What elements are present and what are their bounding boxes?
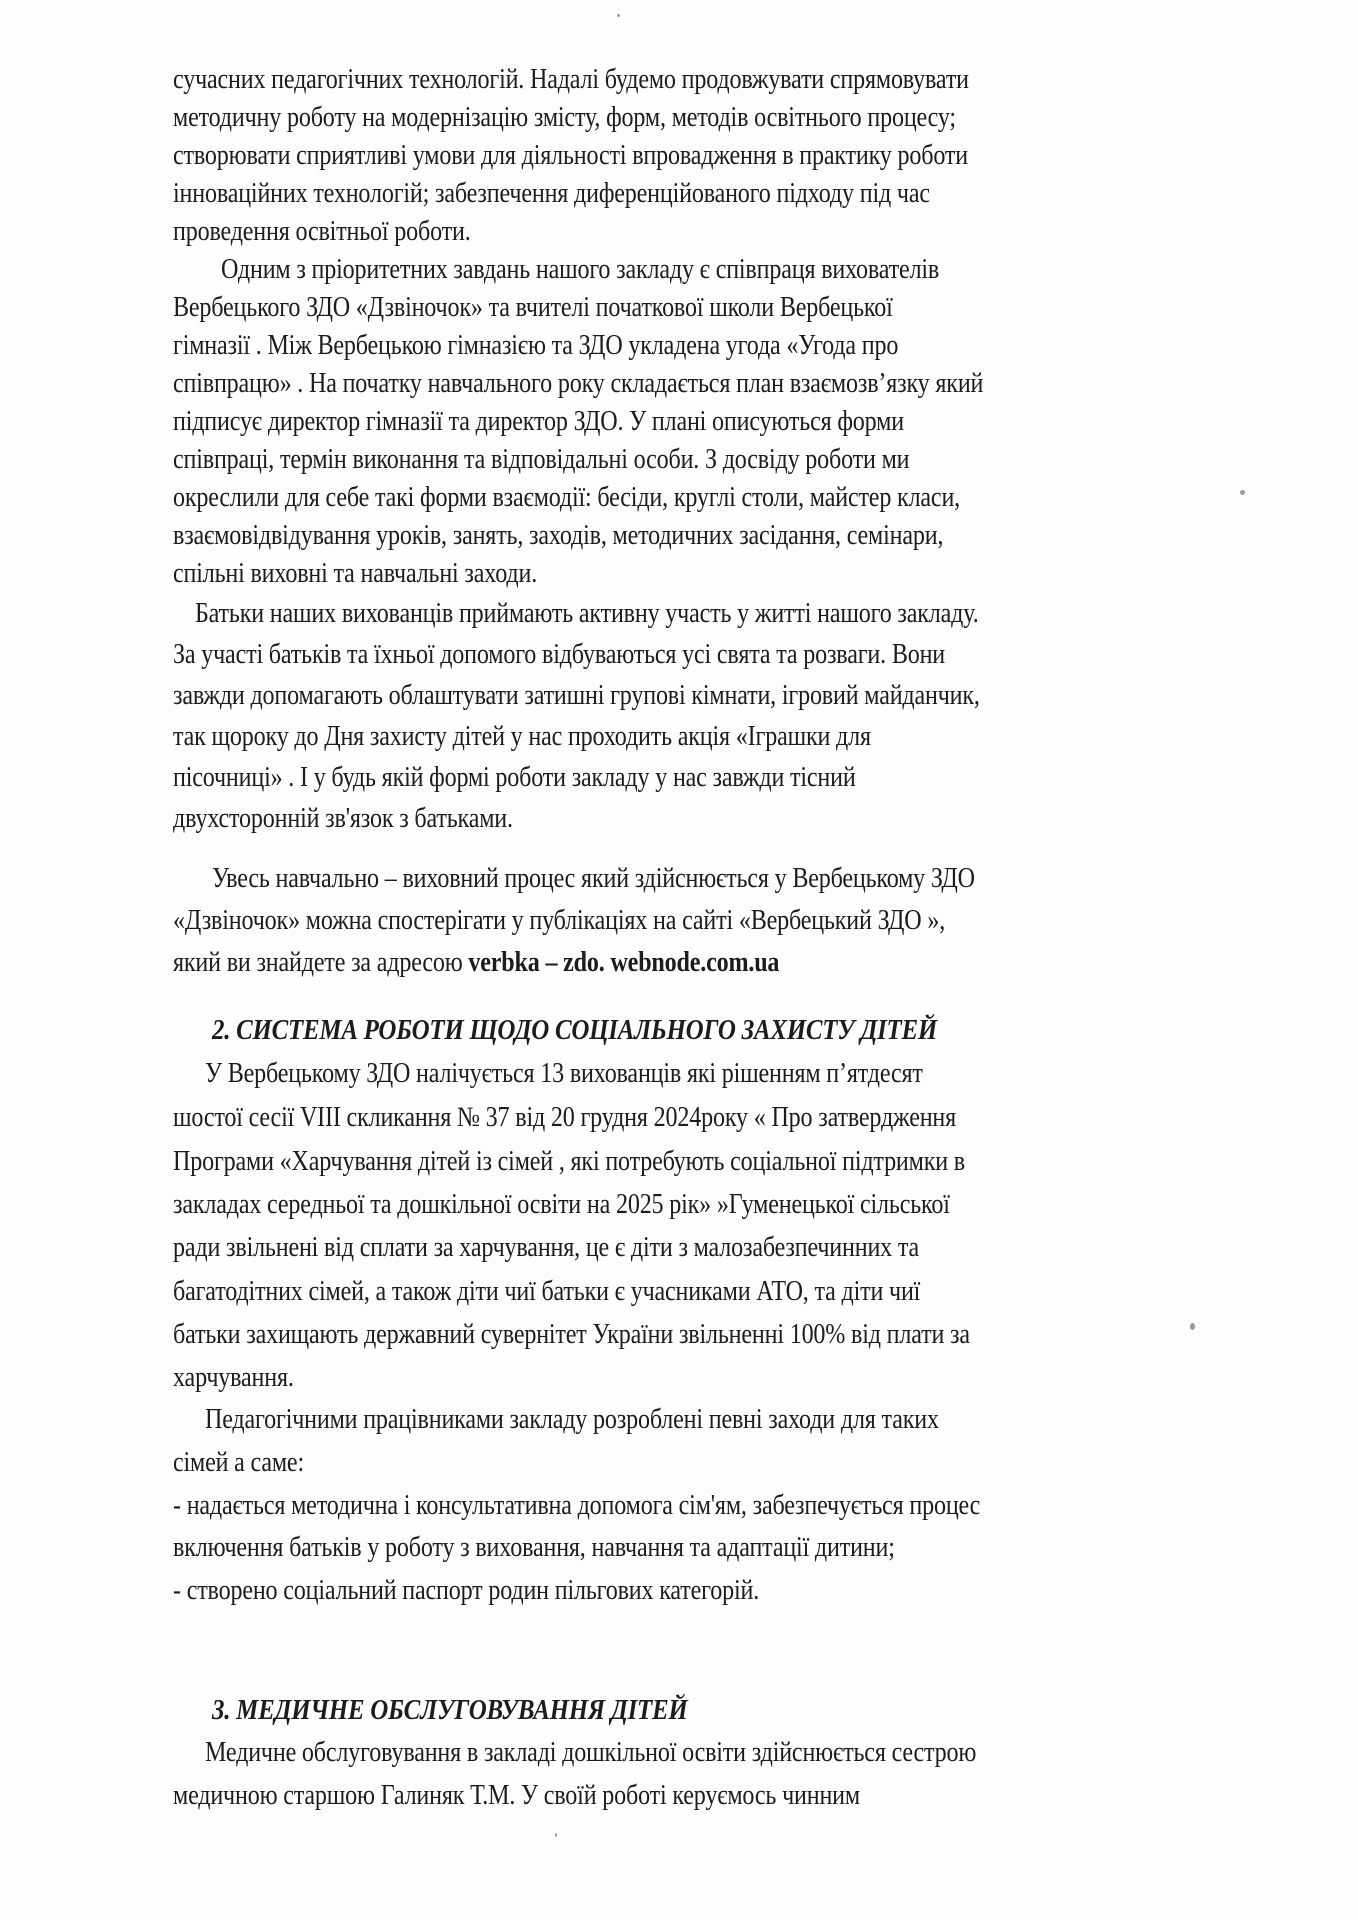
body-text-line: Батьки наших вихованців приймають активну участь у житті нашого закладу. [195, 598, 979, 629]
body-text-line: багатодітних сімей, а також діти чиї батьки є учасниками АТО, та діти чиї [173, 1276, 921, 1307]
body-text-line: Педагогічними працівниками закладу розроблені певні заходи для таких [205, 1404, 939, 1435]
website-line-prefix: який ви знайдете за адресою [173, 947, 469, 978]
body-text-line: сімей а саме: [173, 1447, 304, 1478]
body-text-line: «Дзвіночок» можна спостерігати у публікаціях на сайті «Вербецький ЗДО », [173, 905, 946, 936]
body-text-line: спільні виховні та навчальні заходи. [173, 558, 538, 589]
body-text-line: Одним з пріоритетних завдань нашого закладу є співпраця вихователів [221, 254, 940, 285]
body-text-line: підписує директор гімназії та директор ЗДО. У плані описуються форми [173, 406, 904, 437]
body-text-line: Медичне обслуговування в закладі дошкільної освіти здійснюється сестрою [205, 1737, 977, 1768]
body-text-line: інноваційних технологій; забезпечення диференційованого підходу під час [173, 178, 930, 209]
section-heading-medical-service: 3. МЕДИЧНЕ ОБСЛУГОВУВАННЯ ДІТЕЙ [212, 1694, 688, 1726]
body-text-line: окреслили для себе такі форми взаємодії: бесіди, круглі столи, майстер класи, [173, 482, 961, 513]
body-text-line: шостої сесії VIII скликання № 37 від 20 грудня 2024року « Про затвердження [173, 1102, 957, 1133]
body-text-line: Увесь навчально – виховний процес який здійснюється у Вербецькому ЗДО [212, 863, 975, 894]
body-text-line: проведення освітньої роботи. [173, 216, 471, 247]
body-text-line: ради звільнені від сплати за харчування, це є діти з малозабезпечинних та [173, 1232, 920, 1263]
body-text-line: методичну роботу на модернізацію змісту, форм, методів освітнього процесу; [173, 102, 956, 133]
scan-speck [1240, 490, 1245, 495]
body-text-line: так щороку до Дня захисту дітей у нас проходить акція «Іграшки для [173, 721, 871, 752]
body-text-line: взаємовідвідування уроків, занять, заходів, методичних засідання, семінари, [173, 520, 944, 551]
body-text-line: співпраці, термін виконання та відповідальні особи. З досвіду роботи ми [173, 444, 910, 475]
scan-speck [1190, 1323, 1195, 1330]
body-text-line: батьки захищають державний сувернітет України звільненні 100% від плати за [173, 1319, 970, 1350]
bullet-item-continuation: включення батьків у роботу з виховання, навчання та адаптації дитини; [173, 1532, 895, 1563]
body-text-line: завжди допомагають облаштувати затишні групові кімнати, ігровий майданчик, [173, 680, 980, 711]
body-text-line: співпрацю» . На початку навчального року складається план взаємозв’язку який [173, 368, 984, 399]
bullet-item: - створено соціальний паспорт родин пільгових категорій. [173, 1575, 760, 1606]
scan-speck [555, 1833, 557, 1837]
body-text-line: У Вербецькому ЗДО налічується 13 вихованців які рішенням п’ятдесят [205, 1058, 923, 1089]
body-text-line: медичною старшою Галиняк Т.М. У своїй роботі керуємось чинним [173, 1780, 860, 1811]
body-text-line: харчування. [173, 1362, 294, 1393]
body-text-line: Програми «Харчування дітей із сімей , які потребують соціальної підтримки в [173, 1146, 966, 1177]
website-address-link[interactable]: verbka – zdo. webnode.com.ua [468, 947, 780, 978]
body-text-line: створювати сприятливі умови для діяльності впровадження в практику роботи [173, 140, 968, 171]
body-text-line: За участі батьків та їхньої допомого відбуваються усі свята та розваги. Вони [173, 639, 946, 670]
body-text-line: гімназії . Між Вербецькою гімназією та ЗДО укладена угода «Угода про [173, 330, 899, 361]
website-line [173, 946, 779, 980]
body-text-line: сучасних педагогічних технологій. Надалі будемо продовжувати спрямовувати [173, 64, 969, 95]
bullet-item: - надається методична і консультативна допомога сім'ям, забезпечується процес [173, 1490, 981, 1521]
body-text-line: закладах середньої та дошкільної освіти на 2025 рік» »Гуменецької сільської [173, 1189, 950, 1220]
body-text-line: пісочниці» . І у будь якій формі роботи закладу у нас завжди тісний [173, 762, 856, 793]
body-text-line: двухсторонній зв'язок з батьками. [173, 803, 513, 834]
section-heading-social-protection: 2. СИСТЕМА РОБОТИ ЩОДО СОЦІАЛЬНОГО ЗАХИСТУ ДІТЕЙ [212, 1014, 938, 1046]
body-text-line: Вербецького ЗДО «Дзвіночок» та вчителі початкової школи Вербецької [173, 292, 893, 323]
scan-speck [617, 14, 620, 17]
